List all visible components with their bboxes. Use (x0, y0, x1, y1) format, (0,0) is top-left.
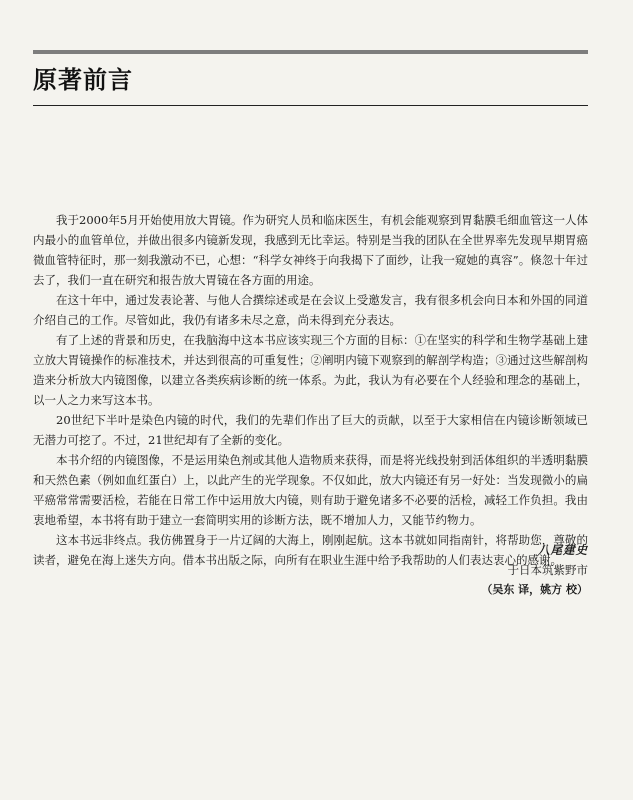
paragraph-3: 有了上述的背景和历史，在我脑海中这本书应该实现三个方面的目标：①在坚实的科学和生物学基础上建立放大胃镜操作的标准技术，并达到很高的可重复性；②阐明内镜下观察到的解剖学构造；③通过这些解剖构造来分析放大内镜图像，以建立各类疾病诊断的统一体系。为此，我认为有必要在个人经验和理念的基础上，以一人之力来写这本书。 (33, 333, 588, 407)
paragraph-5: 本书介绍的内镜图像，不是运用染色剂或其他人造物质来获得，而是将光线投射到活体组织的半透明黏膜和天然色素（例如血红蛋白）上，以此产生的光学现象。不仅如此，放大内镜还有另一好处：当发现微小的扁平癌常常需要活检，若能在日常工作中运用放大内镜，则有助于避免诸多不必要的活检，减轻工作负担。我由衷地希望，本书将有助于建立一套简明实用的诊断方法，既不增加人力，又能节约物力。 (33, 453, 588, 527)
translator-note: （吴东 译，姚方 校） (481, 583, 588, 596)
author-name: 八尾建史 (538, 543, 588, 557)
header-rule (33, 50, 588, 54)
paragraph-4: 20世纪下半叶是染色内镜的时代，我们的先辈们作出了巨大的贡献，以至于大家相信在内镜诊断领域已无潜力可挖了。不过，21世纪却有了全新的变化。 (33, 413, 588, 447)
page-title: 原著前言 (33, 66, 133, 94)
paragraph-2: 在这十年中，通过发表论著、与他人合撰综述或是在会议上受邀发言，我有很多机会向日本和外国的同道介绍自己的工作。尽管如此，我仍有诸多未尽之意，尚未得到充分表达。 (33, 293, 588, 327)
signature-block (481, 540, 588, 600)
paragraph-6: 这本书远非终点。我仿佛置身于一片辽阔的大海上，刚刚起航。这本书就如同指南针，将帮助您，尊敬的读者，避免在海上迷失方向。借本书出版之际，向所有在职业生涯中给予我帮助的人们表达衷心的感谢。 (33, 533, 588, 567)
preface-body (33, 210, 588, 570)
paragraph-1: 我于2000年5月开始使用放大胃镜。作为研究人员和临床医生，有机会能观察到胃黏膜毛细血管这一人体内最小的血管单位，并做出很多内镜新发现，我感到无比幸运。特别是当我的团队在全世界率先发现早期胃癌微血管特征时，那一刻我激动不已，心想：“科学女神终于向我揭下了面纱，让我一窥她的真容”。倏忽十年过去了，我们一直在研究和报告放大胃镜在各方面的用途。 (33, 213, 588, 287)
title-underline (33, 105, 588, 106)
author-place: 于日本筑紫野市 (507, 563, 588, 577)
